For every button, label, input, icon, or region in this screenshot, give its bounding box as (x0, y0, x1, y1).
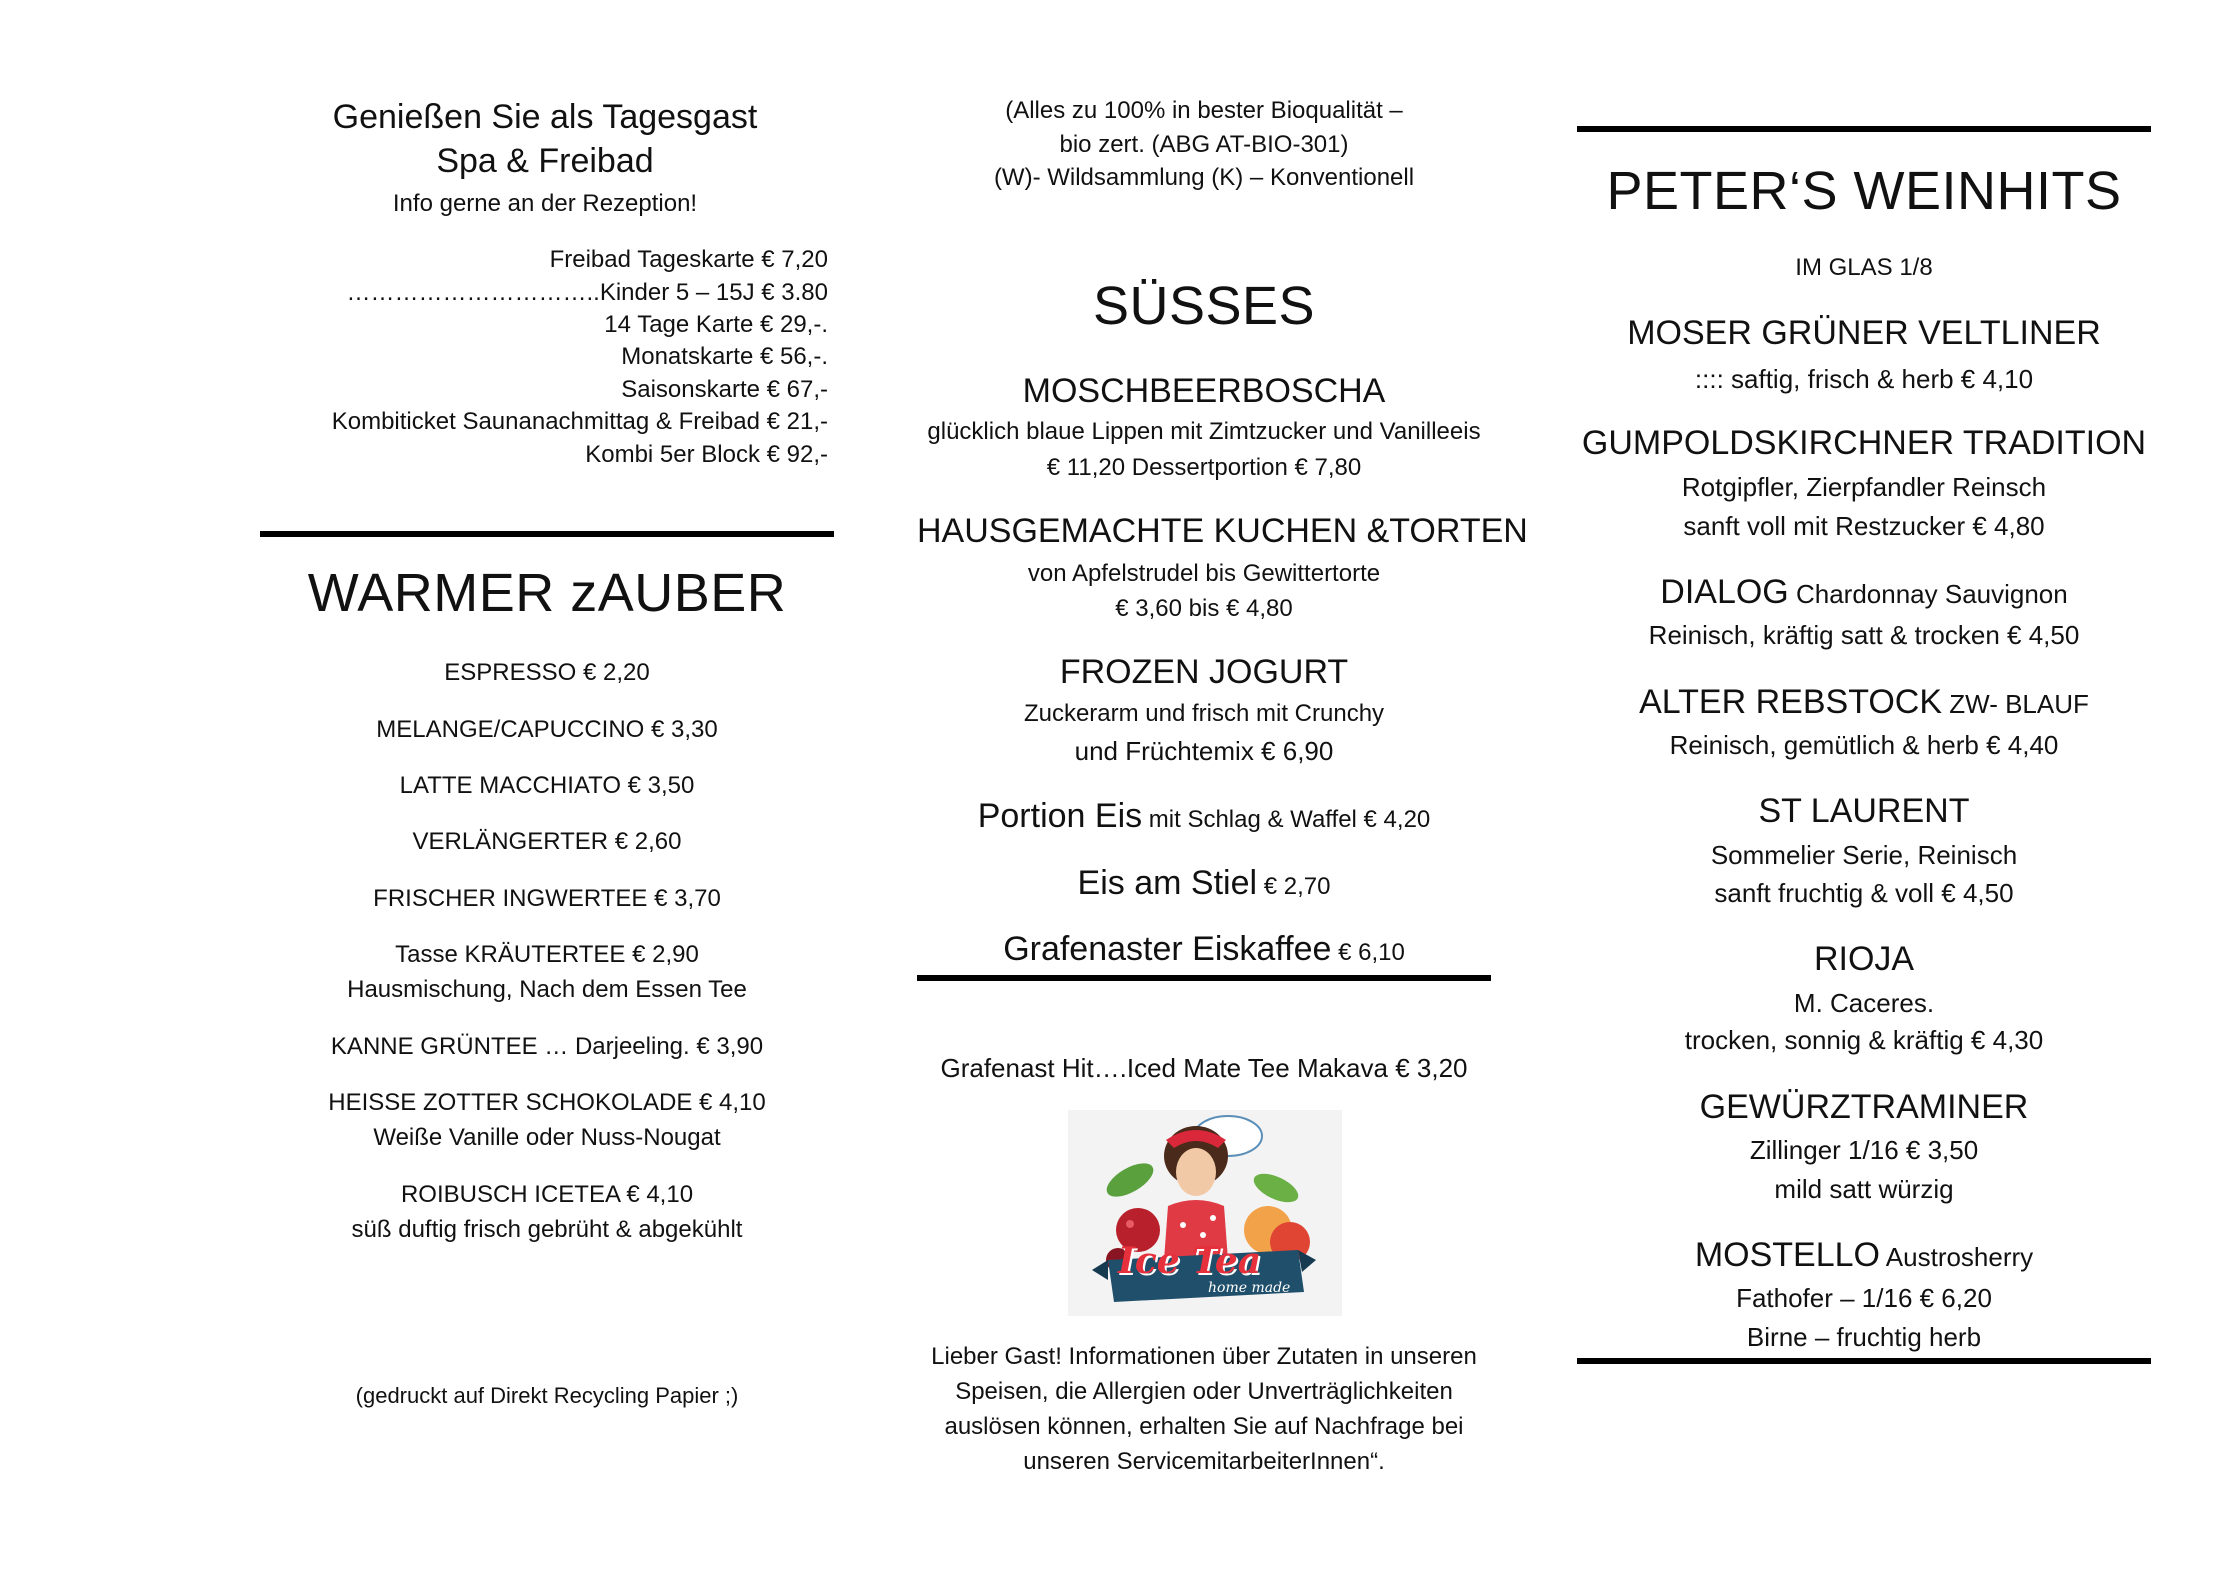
drink-line: Hausmischung, Nach dem Essen Tee (347, 976, 747, 1003)
drink-line: Weiße Vanille oder Nuss-Nougat (373, 1124, 721, 1151)
wine-detail: sanft voll mit Restzucker € 4,80 (1683, 511, 2045, 541)
dessert-price: und Früchtemix € 6,90 (1074, 736, 1334, 766)
wine-grape: Austrosherry (1880, 1242, 2034, 1272)
drink-line: süß duftig frisch gebrüht & abgekühlt (351, 1216, 743, 1243)
divider (1577, 1358, 2151, 1364)
wine-detail: Fathofer – 1/16 € 6,20 (1736, 1283, 1992, 1313)
warm-title: WARMER zAUBER (307, 563, 787, 623)
dessert-name: HAUSGEMACHTE KUCHEN &TORTEN (917, 512, 1528, 550)
dessert-name: Eis am Stiel (1077, 864, 1258, 902)
wine-heading (1577, 683, 2151, 722)
footnote: (gedruckt auf Direkt Recycling Papier ;) (355, 1383, 739, 1408)
dessert-line (917, 797, 1491, 836)
price-line: …………………………..Kinder 5 – 15J € 3.80 (346, 279, 828, 306)
allergy-note: auslösen können, erhalten Sie auf Nachfrage bei (944, 1413, 1464, 1440)
guest-title-2: Spa & Freibad (436, 142, 654, 180)
wine-heading (1577, 1236, 2151, 1275)
wine-name: ST LAURENT (1758, 792, 1970, 830)
guest-title-1: Genießen Sie als Tagesgast (332, 98, 758, 136)
dessert-price: € 3,60 bis € 4,80 (1115, 595, 1293, 622)
wine-detail: sanft fruchtig & voll € 4,50 (1714, 878, 2014, 908)
allergy-note: Speisen, die Allergien oder Unverträglichkeiten (955, 1378, 1453, 1405)
wine-grape: Chardonnay Sauvignon (1788, 579, 2068, 609)
bio-note: bio zert. (ABG AT-BIO-301) (1059, 131, 1349, 158)
divider (260, 531, 834, 537)
drink-line: MELANGE/CAPUCCINO € 3,30 (376, 716, 718, 743)
bio-note: (Alles zu 100% in bester Bioqualität – (1005, 97, 1403, 124)
ice-tea-logo-text: Ice Tea (1118, 1240, 1262, 1282)
wine-grape: ZW- BLAUF (1942, 689, 2089, 719)
guest-info: Info gerne an der Rezeption! (392, 190, 698, 217)
drink-line: ROIBUSCH ICETEA € 4,10 (400, 1181, 694, 1208)
dessert-line (917, 930, 1491, 969)
dessert-name: Grafenaster Eiskaffee (1003, 930, 1332, 968)
allergy-note: unseren ServicemitarbeiterInnen“. (1023, 1448, 1385, 1475)
dessert-price: € 11,20 Dessertportion € 7,80 (1046, 454, 1362, 481)
wine-name: MOSTELLO (1694, 1236, 1880, 1274)
dessert-name: FROZEN JOGURT (1059, 653, 1349, 691)
dessert-desc: Zuckerarm und frisch mit Crunchy (1023, 700, 1385, 727)
wine-detail: Reinisch, kräftig satt & trocken € 4,50 (1648, 620, 2080, 650)
price-line: Saisonskarte € 67,- (621, 376, 828, 403)
drink-line: ESPRESSO € 2,20 (444, 659, 650, 686)
wine-heading (1577, 573, 2151, 612)
wine-detail: Sommelier Serie, Reinisch (1710, 840, 2018, 870)
wine-detail: Birne – fruchtig herb (1746, 1322, 1982, 1352)
drink-line: HEISSE ZOTTER SCHOKOLADE € 4,10 (328, 1089, 766, 1116)
dessert-detail: € 2,70 (1257, 873, 1331, 900)
wine-name: ALTER REBSTOCK (1639, 683, 1943, 721)
wine-name: GUMPOLDSKIRCHNER TRADITION (1581, 424, 2147, 462)
drink-line: FRISCHER INGWERTEE € 3,70 (373, 885, 721, 912)
dessert-detail: mit Schlag & Waffel € 4,20 (1142, 806, 1431, 833)
price-line: Monatskarte € 56,-. (621, 343, 828, 370)
price-line: Kombiticket Saunanachmittag & Freibad € 21,- (331, 408, 828, 435)
wine-detail: M. Caceres. (1793, 988, 1935, 1018)
price-line: 14 Tage Karte € 29,-. (604, 311, 828, 338)
wine-name: GEWÜRZTRAMINER (1699, 1088, 2029, 1126)
allergy-note: Lieber Gast! Informationen über Zutaten in unseren (931, 1343, 1477, 1370)
price-line: Freibad Tageskarte € 7,20 (549, 246, 828, 273)
ice-tea-image (1068, 1110, 1342, 1316)
wine-detail: :::: saftig, frisch & herb € 4,10 (1694, 364, 2034, 394)
dessert-line (917, 864, 1491, 903)
wine-detail: trocken, sonnig & kräftig € 4,30 (1684, 1025, 2044, 1055)
drink-line: LATTE MACCHIATO € 3,50 (399, 772, 695, 799)
dessert-name: Portion Eis (977, 797, 1143, 835)
wine-detail: Rotgipfler, Zierpfandler Reinsch (1681, 472, 2047, 502)
ice-tea-subtitle: home made (1208, 1280, 1291, 1296)
hit-line: Grafenast Hit….Iced Mate Tee Makava € 3,20 (940, 1053, 1468, 1083)
wine-subtitle: IM GLAS 1/8 (1795, 254, 1933, 281)
dessert-desc: von Apfelstrudel bis Gewittertorte (1027, 560, 1381, 587)
wine-detail: Zillinger 1/16 € 3,50 (1749, 1135, 1979, 1165)
price-line: Kombi 5er Block € 92,- (585, 441, 828, 468)
divider (1577, 126, 2151, 132)
divider (917, 975, 1491, 981)
ice-tea-illustration (1068, 1110, 1342, 1316)
drink-line: KANNE GRÜNTEE … Darjeeling. € 3,90 (330, 1033, 764, 1060)
drink-line: VERLÄNGERTER € 2,60 (412, 828, 682, 855)
bio-note: (W)- Wildsammlung (K) – Konventionell (993, 164, 1415, 191)
wine-title: PETER‘S WEINHITS (1606, 161, 2122, 221)
dessert-name: MOSCHBEERBOSCHA (1022, 372, 1386, 410)
wine-name: RIOJA (1813, 940, 1915, 978)
wine-detail: mild satt würzig (1774, 1174, 1954, 1204)
wine-name: MOSER GRÜNER VELTLINER (1627, 314, 2101, 352)
wine-name: DIALOG (1660, 573, 1789, 611)
dessert-desc: glücklich blaue Lippen mit Zimtzucker und Vanilleeis (927, 418, 1481, 445)
dessert-detail: € 6,10 (1331, 939, 1405, 966)
sweets-title: SÜSSES (1092, 276, 1316, 336)
drink-line: Tasse KRÄUTERTEE € 2,90 (395, 941, 699, 968)
wine-detail: Reinisch, gemütlich & herb € 4,40 (1669, 730, 2059, 760)
